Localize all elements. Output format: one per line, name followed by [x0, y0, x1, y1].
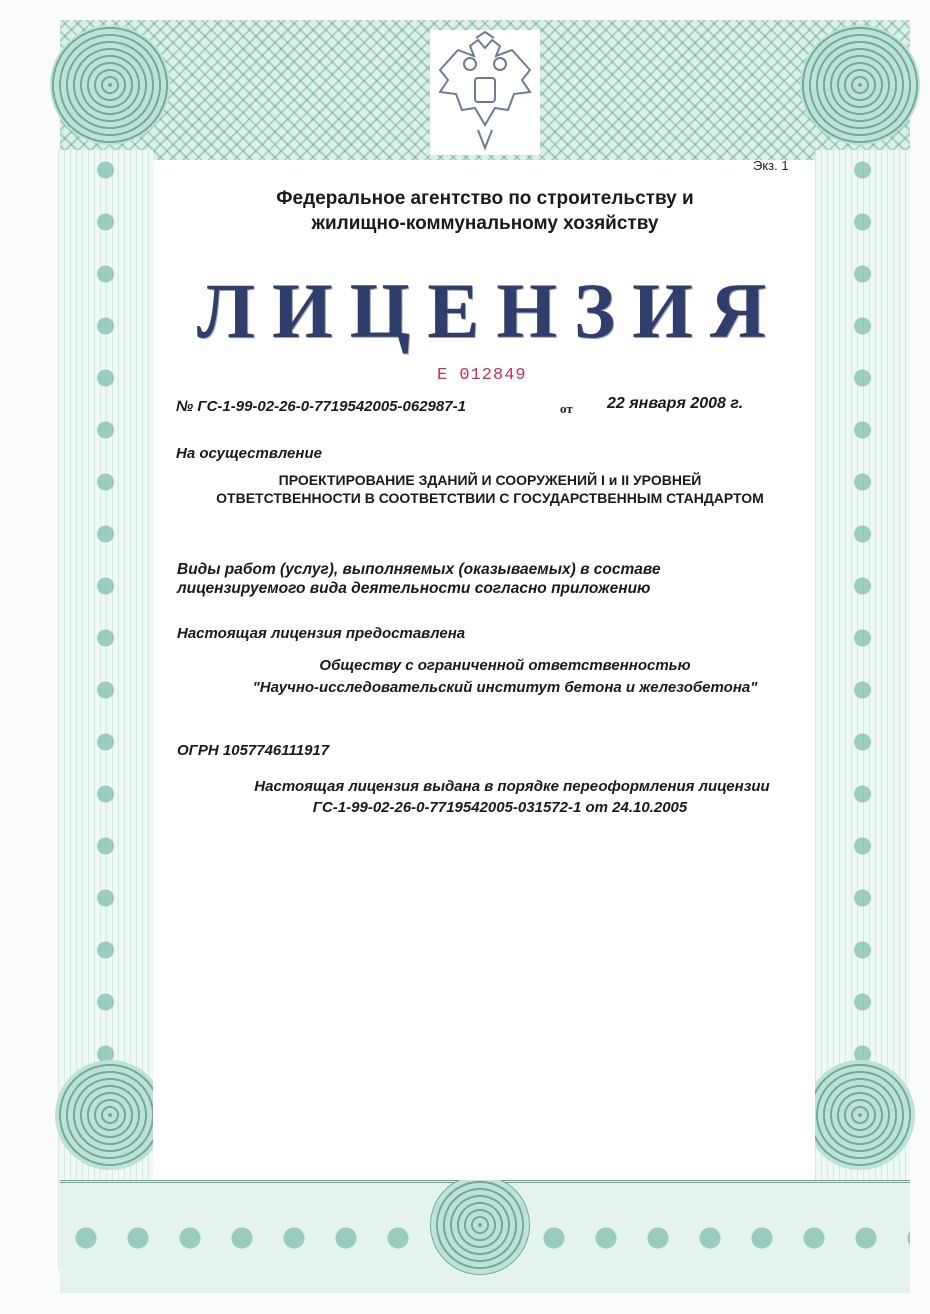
reissue-line-1: Настоящая лицензия выдана в порядке переоформления лицензии: [254, 778, 770, 795]
issuing-agency: [160, 186, 810, 236]
agency-line-1: Федеральное агентство по строительству и: [276, 188, 694, 209]
activity-label: На осуществление: [176, 445, 322, 462]
copy-label: Экз. 1: [753, 158, 789, 173]
rosette-bottom-left: [55, 1060, 165, 1170]
ogrn: ОГРН 1057746111917: [177, 742, 330, 759]
rosette-bottom-center: [430, 1175, 530, 1275]
activity-line-1: ПРОЕКТИРОВАНИЕ ЗДАНИЙ И СООРУЖЕНИЙ I и II УРОВНЕЙ: [278, 472, 702, 488]
rosette-top-left: [50, 25, 170, 145]
holder-label: Настоящая лицензия предоставлена: [177, 625, 466, 642]
rosette-bottom-right: [805, 1060, 915, 1170]
serial-number: Е 012849: [437, 366, 527, 385]
coat-of-arms-icon: [430, 30, 540, 155]
page-title: ЛИЦЕНЗИЯ: [196, 267, 784, 354]
license-date: 22 января 2008 г.: [607, 395, 744, 412]
license-number: № ГС-1-99-02-26-0-7719542005-062987-1: [176, 398, 466, 415]
reissue-line-2: ГС-1-99-02-26-0-7719542005-031572-1 от 24.10.2005: [312, 799, 688, 816]
date-prefix: от: [560, 401, 573, 416]
holder-line-2: "Научно-исследовательский институт бетона и железобетона": [252, 679, 758, 696]
rosette-top-right: [800, 25, 920, 145]
holder-line-1: Обществу с ограниченной ответственностью: [319, 657, 691, 674]
works-line-1: Виды работ (услуг), выполняемых (оказываемых) в составе: [177, 561, 661, 578]
works-line-2: лицензируемого вида деятельности согласно приложению: [177, 580, 651, 597]
agency-line-2: жилищно-коммунальному хозяйству: [311, 213, 659, 234]
activity-line-2: ОТВЕТСТВЕННОСТИ В СООТВЕТСТВИИ С ГОСУДАРСТВЕННЫМ СТАНДАРТОМ: [216, 490, 764, 506]
